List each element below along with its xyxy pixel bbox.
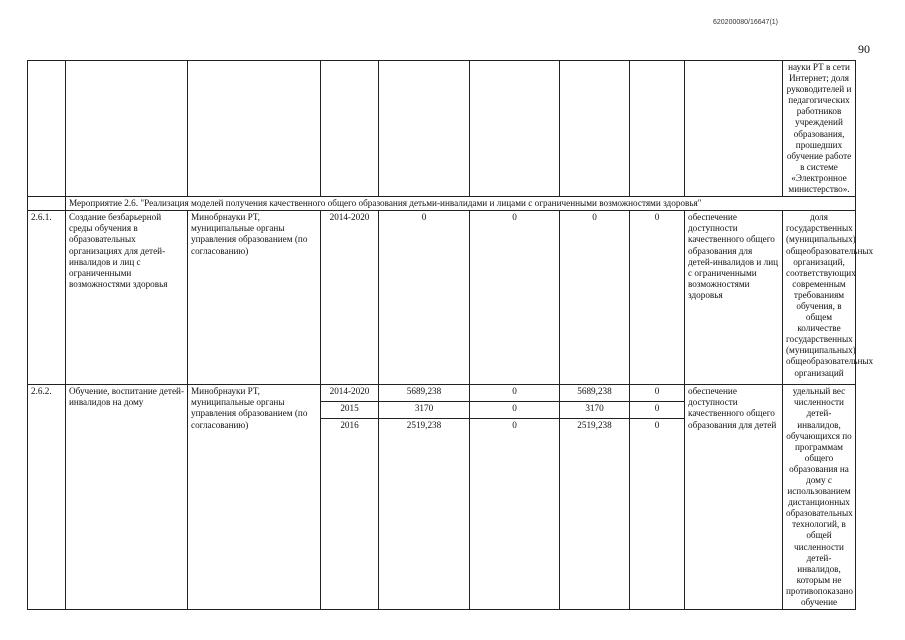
other-value: 0 [630, 418, 685, 609]
other-value: 0 [630, 385, 685, 402]
document-id: 620200080/16647(1) [713, 19, 779, 26]
regional-value: 2519,238 [560, 418, 630, 609]
indicator-cell: доля государственных (муниципальных) общеобразовательных организаций, соответствующих современным требованиям обучения, в общем количестве государственных (муниципальных) общеобразовательных организаций [783, 211, 856, 385]
page-number: 90 [858, 42, 870, 56]
period-year: 2016 [321, 418, 379, 609]
activity-name: Создание безбарьерной среды обучения в образовательных организациях для детей-инвалидов и лиц с ограниченными возможностями здоровья [66, 211, 188, 385]
table-row [28, 211, 856, 385]
federal-value: 0 [470, 418, 560, 609]
other-value: 0 [630, 211, 685, 385]
total-value: 5689,238 [379, 385, 470, 402]
table-row [28, 385, 856, 402]
period-year: 2014-2020 [321, 385, 379, 402]
indicator-cell: науки РТ в сети Интернет; доля руководителей и педагогических работников учреждений образования, прошедших обучение работе в системе «Электронное министерство». [783, 61, 856, 197]
total-value: 2519,238 [379, 418, 470, 609]
expected-result: обеспечение доступности качественного общего образования для детей [685, 385, 783, 610]
federal-value: 0 [470, 402, 560, 419]
executor: Минобрнауки РТ, муниципальные органы управления образованием (по согласованию) [188, 211, 321, 385]
program-table [27, 60, 874, 610]
measure-heading-row [28, 197, 856, 211]
other-value: 0 [630, 402, 685, 419]
federal-value: 0 [470, 211, 560, 385]
row-number: 2.6.2. [28, 385, 66, 610]
regional-value: 5689,238 [560, 385, 630, 402]
table-row-continued [28, 61, 856, 197]
regional-value: 0 [560, 211, 630, 385]
regional-value: 3170 [560, 402, 630, 419]
activity-name: Обучение, воспитание детей-инвалидов на дому [66, 385, 188, 610]
total-value: 3170 [379, 402, 470, 419]
indicator-cell: удельный вес численности детей-инвалидов, обучающихся по программам общего образования на дому с использованием дистанционных образовательных технологий, в общей численности детей-инвалидов, которым не противопоказано обучение [783, 385, 856, 610]
period-year: 2014-2020 [321, 211, 379, 385]
executor: Минобрнауки РТ, муниципальные органы управления образованием (по согласованию) [188, 385, 321, 610]
period-year: 2015 [321, 402, 379, 419]
measure-title: Мероприятие 2.6. "Реализация моделей получения качественного общего образования детьми-инвалидами и лицами с ограниченными возможностями здоровья" [66, 197, 856, 211]
expected-result: обеспечение доступности качественного общего образования для детей-инвалидов и лиц с ограниченными возможностями здоровья [685, 211, 783, 385]
total-value: 0 [379, 211, 470, 385]
row-number: 2.6.1. [28, 211, 66, 385]
federal-value: 0 [470, 385, 560, 402]
